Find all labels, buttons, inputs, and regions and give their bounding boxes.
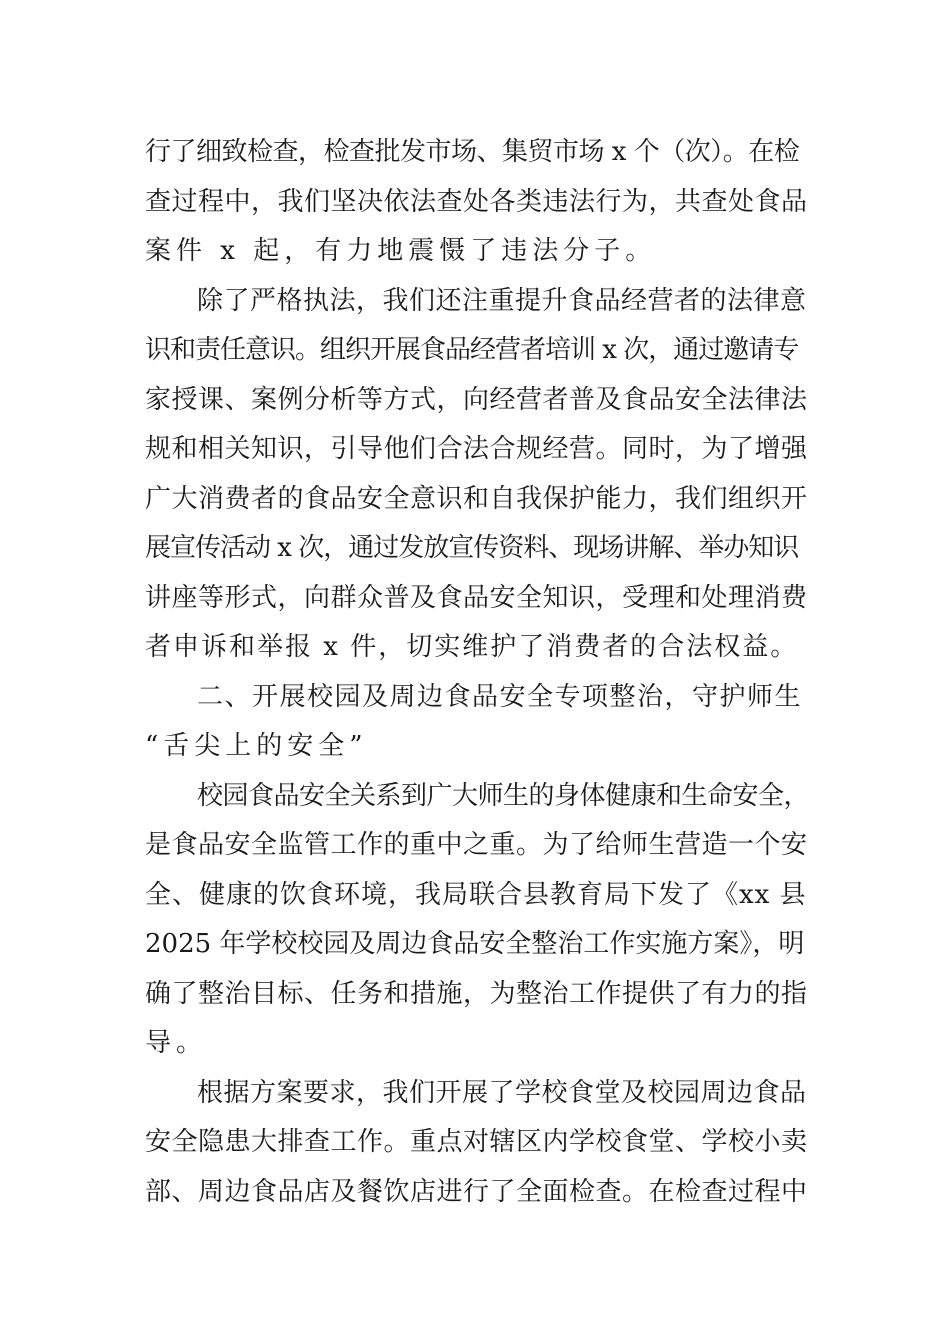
text-line: 展宣传活动 x 次，通过发放宣传资料、现场讲解、举办知识 <box>145 533 799 563</box>
text-line: 规和相关知识，引导他们合法合规经营。同时，为了增强 <box>145 434 808 464</box>
text-line: 查过程中，我们坚决依法查处各类违法行为，共查处食品 <box>145 187 808 217</box>
paragraph-first-line: 校园食品安全关系到广大师生的身体健康和生命安全， <box>197 781 810 811</box>
text-line: 案件 x 起，有力地震慑了违法分子。 <box>145 236 657 266</box>
text-line: 行了细致检查，检查批发市场、集贸市场 x 个（次）。在检 <box>145 137 800 167</box>
paragraph-first-line: 根据方案要求，我们开展了学校食堂及校园周边食品 <box>197 1078 807 1108</box>
text-line: 识和责任意识。组织开展食品经营者培训 x 次，通过邀请专 <box>145 335 799 365</box>
paragraph-first-line: 除了严格执法，我们还注重提升食品经营者的法律意 <box>197 286 807 316</box>
text-line: 全、健康的饮食环境，我局联合县教育局下发了《xx 县 <box>145 880 807 910</box>
section-heading-continued: “舌尖上的安全” <box>145 731 368 761</box>
text-line: 部、周边食品店及餐饮店进行了全面检查。在检查过程中 <box>145 1177 808 1207</box>
text-line: 广大消费者的食品安全意识和自我保护能力，我们组织开 <box>145 484 808 514</box>
text-line: 安全隐患大排查工作。重点对辖区内学校食堂、学校小卖 <box>145 1127 808 1157</box>
text-line: 确了整治目标、任务和措施，为整治工作提供了有力的指 <box>145 979 808 1009</box>
section-heading: 二、开展校园及周边食品安全专项整治，守护师生 <box>197 682 803 712</box>
text-line: 导。 <box>145 1028 208 1058</box>
text-line: 2025 年学校校园及周边食品安全整治工作实施方案》，明 <box>145 929 805 959</box>
text-line: 讲座等形式，向群众普及食品安全知识，受理和处理消费 <box>145 583 808 613</box>
text-line: 者申诉和举报 x 件，切实维护了消费者的合法权益。 <box>145 632 799 662</box>
text-line: 家授课、案例分析等方式，向经营者普及食品安全法律法 <box>145 385 808 415</box>
text-line: 是食品安全监管工作的重中之重。为了给师生营造一个安 <box>145 830 808 860</box>
